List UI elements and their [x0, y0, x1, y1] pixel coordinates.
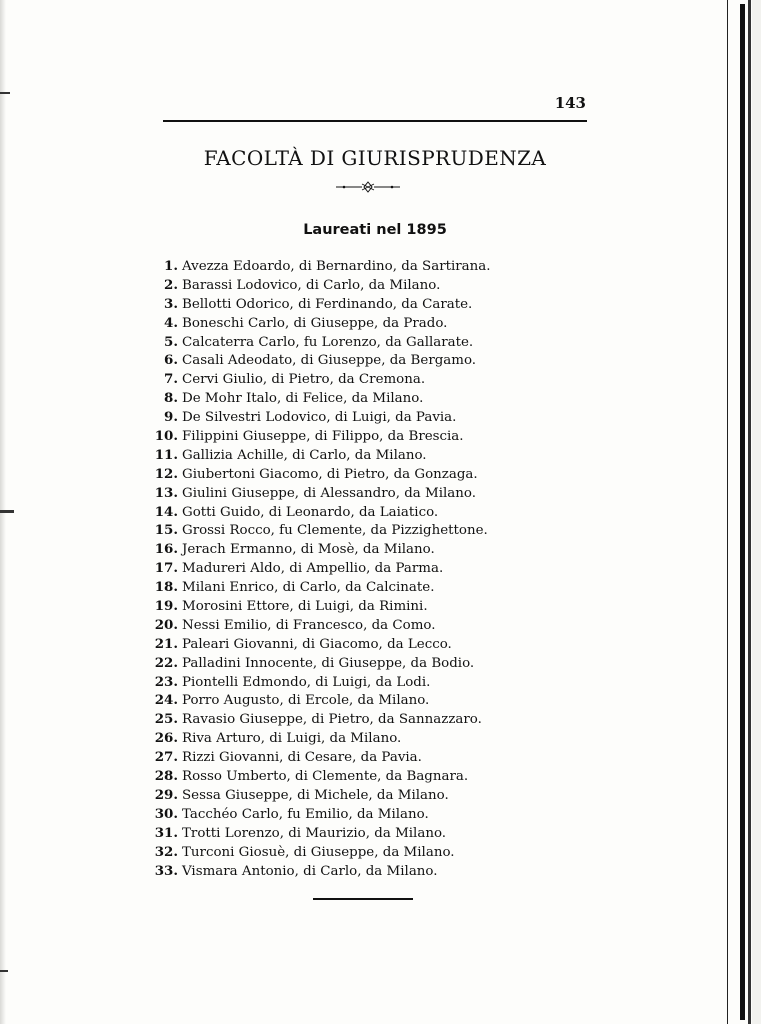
list-item-number: 16.: [154, 541, 178, 558]
list-item-number: 18.: [154, 579, 178, 596]
list-item: [140, 805, 520, 824]
page-title: FACOLTÀ DI GIURISPRUDENZA: [203, 146, 547, 170]
list-item-entry: Calcaterra Carlo, fu Lorenzo, da Gallarate.: [182, 334, 474, 350]
binding-edge-outer: [748, 0, 751, 1024]
scan-mark: [0, 510, 14, 513]
list-item: [140, 503, 520, 522]
page-number: 143: [554, 94, 586, 112]
footer-rule: [313, 898, 413, 900]
list-item: [140, 351, 520, 370]
list-item-entry: Palladini Innocente, di Giuseppe, da Bodio.: [182, 655, 475, 671]
list-item: [140, 540, 520, 559]
scan-mark: [0, 92, 10, 94]
list-item: [140, 427, 520, 446]
list-item-number: 5.: [164, 333, 178, 350]
list-item-entry: Gotti Guido, di Leonardo, da Laiatico.: [182, 504, 439, 520]
list-item-entry: Barassi Lodovico, di Carlo, da Milano.: [182, 277, 441, 293]
list-item: [140, 484, 520, 503]
list-item: [140, 767, 520, 786]
page-right-margin: [752, 0, 761, 1024]
list-item-entry: Porro Augusto, di Ercole, da Milano.: [182, 693, 430, 709]
list-item-entry: Rizzi Giovanni, di Cesare, da Pavia.: [182, 750, 422, 766]
list-item: [140, 408, 520, 427]
list-item-entry: Giubertoni Giacomo, di Pietro, da Gonzaga.: [182, 466, 478, 482]
list-item-number: 30.: [154, 805, 178, 822]
list-item-entry: Giulini Giuseppe, di Alessandro, da Milano.: [182, 485, 476, 501]
list-item-entry: Trotti Lorenzo, di Maurizio, da Milano.: [182, 825, 447, 841]
list-item-number: 32.: [154, 843, 178, 860]
list-item-entry: Ravasio Giuseppe, di Pietro, da Sannazzaro.: [182, 712, 482, 728]
graduates-list: [140, 257, 520, 880]
list-item-number: 3.: [164, 295, 178, 312]
list-item-number: 4.: [164, 314, 178, 331]
list-item-number: 1.: [164, 258, 178, 274]
list-item: [140, 616, 520, 635]
list-item-entry: Avezza Edoardo, di Bernardino, da Sartirana.: [182, 259, 491, 274]
list-item: [140, 654, 520, 673]
list-item: [140, 843, 520, 862]
list-item: [140, 597, 520, 616]
list-item: [140, 257, 520, 276]
list-item-entry: Jerach Ermanno, di Mosè, da Milano.: [182, 542, 435, 558]
list-item: [140, 710, 520, 729]
list-item-entry: Morosini Ettore, di Luigi, da Rimini.: [182, 599, 428, 615]
list-item-number: 14.: [154, 503, 178, 520]
list-item-number: 27.: [154, 749, 178, 766]
list-item-number: 19.: [154, 598, 178, 615]
binding-edge: [740, 4, 745, 1020]
list-item-number: 23.: [154, 673, 178, 690]
list-item: [140, 691, 520, 710]
list-item: [140, 370, 520, 389]
list-item: [140, 314, 520, 333]
list-item-entry: Rosso Umberto, di Clemente, da Bagnara.: [182, 769, 469, 785]
list-item: [140, 635, 520, 654]
list-item-number: 25.: [154, 711, 178, 728]
list-item-number: 24.: [154, 692, 178, 709]
list-item: [140, 559, 520, 578]
list-item-entry: Casali Adeodato, di Giuseppe, da Bergamo.: [182, 353, 477, 369]
list-item: [140, 295, 520, 314]
list-item-number: 31.: [154, 824, 178, 841]
list-item: [140, 446, 520, 465]
list-item-entry: Filippini Giuseppe, di Filippo, da Brescia.: [182, 429, 464, 445]
list-item-number: 12.: [154, 465, 178, 482]
list-item-entry: Grossi Rocco, fu Clemente, da Pizzighettone.: [182, 523, 488, 539]
list-item-number: 26.: [154, 730, 178, 747]
list-item: [140, 521, 520, 540]
list-item-number: 22.: [154, 654, 178, 671]
list-item: [140, 578, 520, 597]
list-item-number: 17.: [154, 560, 178, 577]
list-item-entry: Riva Arturo, di Luigi, da Milano.: [182, 731, 402, 747]
scan-mark: [0, 970, 8, 972]
list-item-entry: De Mohr Italo, di Felice, da Milano.: [182, 391, 424, 407]
list-item: [140, 276, 520, 295]
list-item: [140, 786, 520, 805]
list-item-number: 10.: [154, 428, 178, 445]
list-item: [140, 389, 520, 408]
section-subtitle: Laureati nel 1895: [303, 222, 447, 238]
list-item-number: 11.: [154, 446, 178, 463]
list-item-number: 20.: [154, 616, 178, 633]
list-item-number: 9.: [164, 409, 178, 426]
list-item-number: 21.: [154, 635, 178, 652]
list-item: [140, 862, 520, 881]
list-item-entry: Cervi Giulio, di Pietro, da Cremona.: [182, 372, 426, 388]
list-item-entry: Piontelli Edmondo, di Luigi, da Lodi.: [182, 674, 431, 690]
list-item-entry: Turconi Giosuè, di Giuseppe, da Milano.: [182, 844, 455, 860]
header-rule: [163, 120, 587, 122]
list-item-number: 33.: [154, 862, 178, 879]
list-item-entry: Milani Enrico, di Carlo, da Calcinate.: [182, 580, 435, 596]
list-item-number: 28.: [154, 768, 178, 785]
list-item-number: 8.: [164, 390, 178, 407]
list-item: [140, 465, 520, 484]
list-item-entry: Tacchéo Carlo, fu Emilio, da Milano.: [182, 806, 429, 822]
list-item-number: 7.: [164, 371, 178, 388]
list-item-number: 2.: [164, 276, 178, 293]
list-item: [140, 729, 520, 748]
ornament-divider-icon: [336, 181, 400, 193]
list-item-entry: Vismara Antonio, di Carlo, da Milano.: [182, 863, 438, 879]
list-item: [140, 824, 520, 843]
list-item: [140, 673, 520, 692]
list-item-number: 15.: [154, 522, 178, 539]
list-item-entry: Paleari Giovanni, di Giacomo, da Lecco.: [182, 636, 452, 652]
list-item-number: 6.: [164, 352, 178, 369]
list-item-number: 29.: [154, 786, 178, 803]
binding-line: [727, 0, 728, 1024]
list-item-entry: Sessa Giuseppe, di Michele, da Milano.: [182, 787, 449, 803]
list-item-entry: De Silvestri Lodovico, di Luigi, da Pavia.: [182, 410, 457, 426]
list-item: [140, 333, 520, 352]
list-item-number: 13.: [154, 484, 178, 501]
list-item-entry: Bellotti Odorico, di Ferdinando, da Carate.: [182, 296, 473, 312]
list-item-entry: Nessi Emilio, di Francesco, da Como.: [182, 617, 436, 633]
list-item: [140, 748, 520, 767]
list-item-entry: Madureri Aldo, di Ampellio, da Parma.: [182, 561, 444, 577]
list-item-entry: Gallizia Achille, di Carlo, da Milano.: [182, 447, 427, 463]
list-item-entry: Boneschi Carlo, di Giuseppe, da Prado.: [182, 315, 448, 331]
